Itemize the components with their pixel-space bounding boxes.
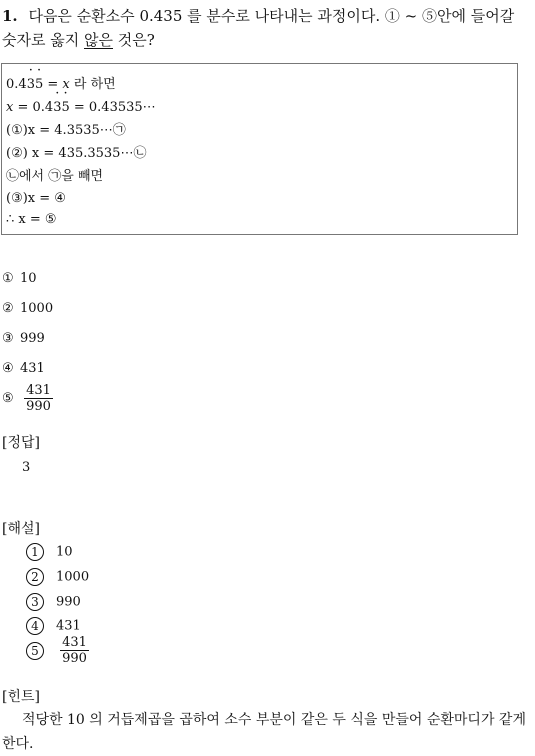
explanation-item-3: 3 990 bbox=[26, 593, 81, 612]
box-line-5: ㉡에서 ㉠을 빼면 bbox=[6, 169, 104, 184]
process-box bbox=[1, 63, 518, 235]
choice-5-fraction: $\frac{431}{990}$ bbox=[26, 383, 51, 414]
choice-4[interactable]: ④ 431 bbox=[2, 361, 45, 376]
explanation-item-1: 1 10 bbox=[26, 543, 73, 562]
question-text-part2: 를 분수로 나타내는 과정이다. ① ~ ⑤안에 들어갈 숫자로 옳지 bbox=[2, 7, 515, 49]
choice-3[interactable]: ③ 999 bbox=[2, 331, 45, 346]
choice-5[interactable]: ⑤ $\frac{431}{990}$ bbox=[2, 383, 51, 414]
answer-value: 3 bbox=[22, 460, 31, 475]
choice-2[interactable]: ② 1000 bbox=[2, 301, 54, 316]
explanation-5-fraction: $\frac{431}{990}$ bbox=[62, 635, 87, 666]
explanation-item-4: 4 431 bbox=[26, 617, 81, 636]
box-line-7: ∴ x = ⑤ bbox=[6, 212, 57, 227]
question-text bbox=[2, 4, 530, 52]
box-line-6: (③)x = ④ bbox=[6, 191, 66, 206]
box-line-2: x = 0.4· 3· 5 = 0.43535⋯ bbox=[6, 99, 156, 117]
hint-text: 적당한 10 의 거듭제곱을 곱하여 소수 부분이 같은 두 식을 만들어 순환마디가 같게 한다. bbox=[2, 712, 526, 752]
question-text-end: 것은? bbox=[117, 31, 155, 49]
explanation-label: [해설] bbox=[2, 521, 40, 537]
answer-label: [정답] bbox=[2, 435, 40, 451]
explanation-item-5: 5 $\frac{431}{990}$ bbox=[26, 635, 89, 666]
box-line-1: 0.4· 3· 5 = x 라 하면 bbox=[6, 76, 116, 94]
hint-label: [힌트] bbox=[2, 689, 40, 705]
box-line-4: (②) x = 435.3535⋯㉡ bbox=[6, 146, 147, 161]
choice-1[interactable]: ① 10 bbox=[2, 271, 37, 286]
underlined-word: 않은 bbox=[84, 31, 113, 49]
question-number: 1. bbox=[2, 7, 18, 25]
repeating-decimal: 0.4· 3· 5 bbox=[139, 7, 182, 25]
explanation-item-2: 2 1000 bbox=[26, 568, 89, 587]
box-line-3: (①)x = 4.3535⋯㉠ bbox=[6, 123, 126, 138]
question-text-part1: 다음은 순환소수 bbox=[28, 7, 135, 25]
